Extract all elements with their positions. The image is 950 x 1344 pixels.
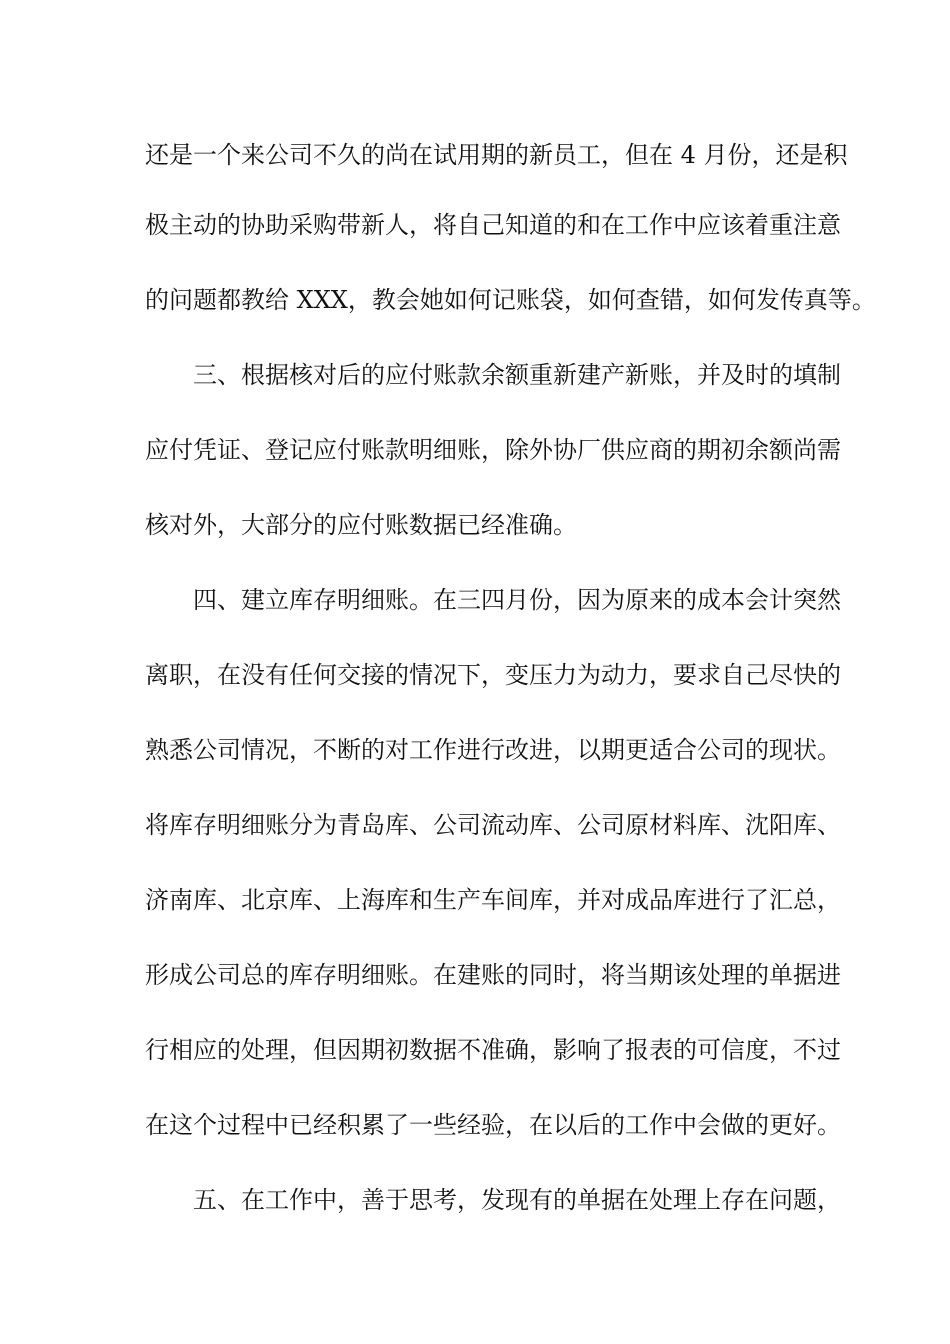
text-line: 熟悉公司情况，不断的对工作进行改进，以期更适合公司的现状。: [145, 736, 841, 764]
text-line: 离职，在没有任何交接的情况下，变压力为动力，要求自己尽快的: [145, 661, 841, 689]
text-line: 极主动的协助采购带新人，将自己知道的和在工作中应该着重注意: [145, 211, 841, 239]
text-line: 核对外，大部分的应付账数据已经准确。: [145, 511, 577, 539]
text-line: 应付凭证、登记应付账款明细账，除外协厂供应商的期初余额尚需: [145, 436, 841, 464]
text-line: 还是一个来公司不久的尚在试用期的新员工，但在 4 月份，还是积: [145, 141, 848, 169]
text-line: 形成公司总的库存明细账。在建账的同时，将当期该处理的单据进: [145, 961, 841, 989]
paragraph-start-line: 三、根据核对后的应付账款余额重新建产新账，并及时的填制: [193, 361, 841, 389]
text-line: 在这个过程中已经积累了一些经验，在以后的工作中会做的更好。: [145, 1111, 841, 1139]
text-line: 将库存明细账分为青岛库、公司流动库、公司原材料库、沈阳库、: [145, 811, 841, 839]
paragraph-start-line: 五、在工作中，善于思考，发现有的单据在处理上存在问题，: [193, 1186, 841, 1214]
text-line: 行相应的处理，但因期初数据不准确，影响了报表的可信度，不过: [145, 1036, 841, 1064]
paragraph-start-line: 四、建立库存明细账。在三四月份，因为原来的成本会计突然: [193, 586, 841, 614]
text-line: 济南库、北京库、上海库和生产车间库，并对成品库进行了汇总，: [145, 886, 841, 914]
text-line: 的问题都教给 XXX，教会她如何记账袋，如何查错，如何发传真等。: [145, 286, 876, 314]
